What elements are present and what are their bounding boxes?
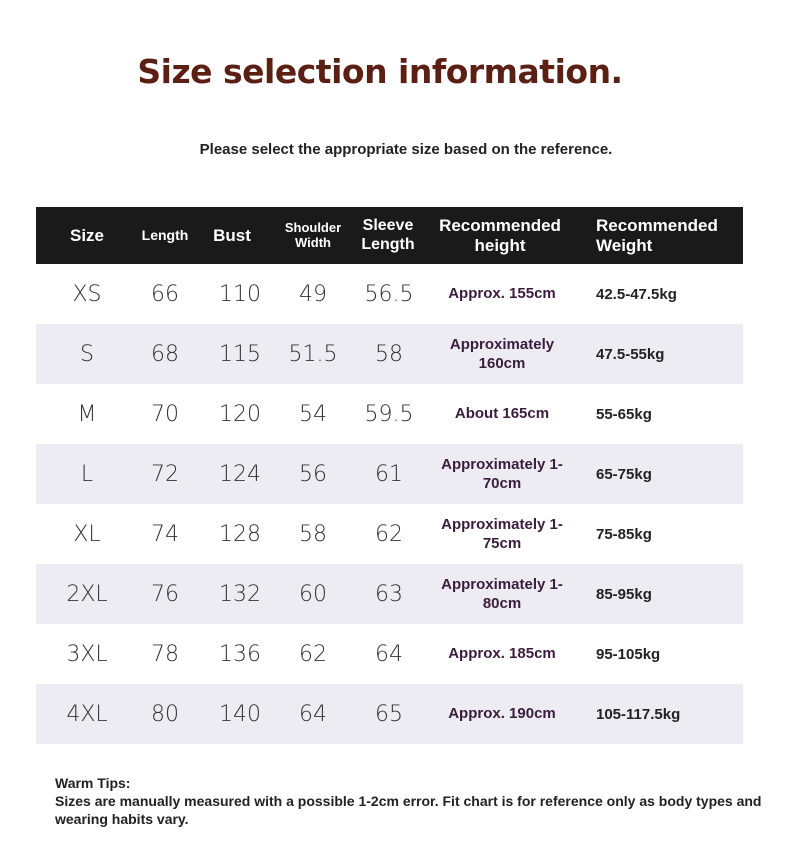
cell-length: 72 [151,461,179,487]
cell-length: 68 [151,341,179,367]
cell-bust: 124 [219,461,261,487]
cell-height: Approx. 190cm [448,705,556,723]
cell-size: XL [73,521,101,547]
cell-weight: 42.5-47.5kg [596,285,677,303]
cell-shoulder: 64 [299,701,327,727]
cell-bust: 120 [219,401,261,427]
table-row [36,624,743,684]
tips-heading: Warm Tips: [55,775,131,791]
cell-sleeve: 65 [375,701,403,727]
cell-sleeve: 62 [375,521,403,547]
cell-shoulder: 56 [299,461,327,487]
cell-length: 70 [151,401,179,427]
cell-length: 76 [151,581,179,607]
cell-length: 66 [151,281,179,307]
cell-weight: 55-65kg [596,405,652,423]
cell-bust: 136 [219,641,261,667]
cell-bust: 128 [219,521,261,547]
size-table [36,207,743,744]
cell-weight: 75-85kg [596,525,652,543]
cell-sleeve: 58 [375,341,403,367]
table-row [36,384,743,444]
header-shoulder-width: Shoulder Width [284,219,342,250]
cell-size: 4XL [66,701,108,727]
cell-shoulder: 54 [299,401,327,427]
page-subtitle: Please select the appropriate size based on the reference. [199,141,613,158]
cell-shoulder: 60 [299,581,327,607]
table-row [36,684,743,744]
cell-sleeve: 56.5 [364,281,414,307]
cell-shoulder: 58 [299,521,327,547]
table-row [36,264,743,324]
cell-weight: 95-105kg [596,645,661,663]
cell-height: Approximately 1-70cm [441,455,563,492]
cell-length: 74 [151,521,179,547]
cell-shoulder: 49 [299,281,327,307]
cell-size: S [80,341,94,367]
cell-sleeve: 61 [375,461,403,487]
table-row [36,324,743,384]
cell-size: XS [72,281,102,307]
cell-weight: 105-117.5kg [596,705,681,723]
cell-size: M [77,401,97,427]
cell-length: 78 [151,641,179,667]
cell-bust: 140 [219,701,261,727]
cell-bust: 132 [219,581,261,607]
cell-length: 80 [151,701,179,727]
cell-height: Approximately 1-75cm [441,515,563,552]
table-header [36,207,743,264]
cell-size: 3XL [66,641,108,667]
cell-height: Approx. 155cm [448,285,556,303]
cell-shoulder: 62 [299,641,327,667]
table-body [36,264,743,744]
header-recommended-height: Recommended height [439,215,561,255]
cell-sleeve: 64 [375,641,403,667]
header-length: Length [141,227,189,244]
cell-size: L [80,461,94,487]
cell-bust: 110 [219,281,261,307]
cell-weight: 47.5-55kg [596,345,665,363]
header-bust: Bust [213,225,251,245]
table-row [36,504,743,564]
cell-size: 2XL [66,581,108,607]
cell-shoulder: 51.5 [288,341,338,367]
cell-height: Approximately 160cm [449,335,555,372]
header-sleeve-length: Sleeve Length [361,217,415,253]
cell-sleeve: 63 [375,581,403,607]
header-size: Size [69,225,105,245]
cell-height: About 165cm [454,405,550,423]
warm-tips [55,774,775,829]
header-recommended-weight: Recommended Weight [596,215,718,255]
cell-height: Approximately 1-80cm [441,575,563,612]
cell-sleeve: 59.5 [364,401,414,427]
cell-weight: 85-95kg [596,585,652,603]
cell-height: Approx. 185cm [448,645,556,663]
table-row [36,564,743,624]
table-row [36,444,743,504]
page-title: Size selection information. [137,52,623,91]
tips-text: Sizes are manually measured with a possible 1-2cm error. Fit chart is for reference only as body types and wearing habits vary. [55,793,762,828]
cell-weight: 65-75kg [596,465,652,483]
cell-bust: 115 [219,341,261,367]
